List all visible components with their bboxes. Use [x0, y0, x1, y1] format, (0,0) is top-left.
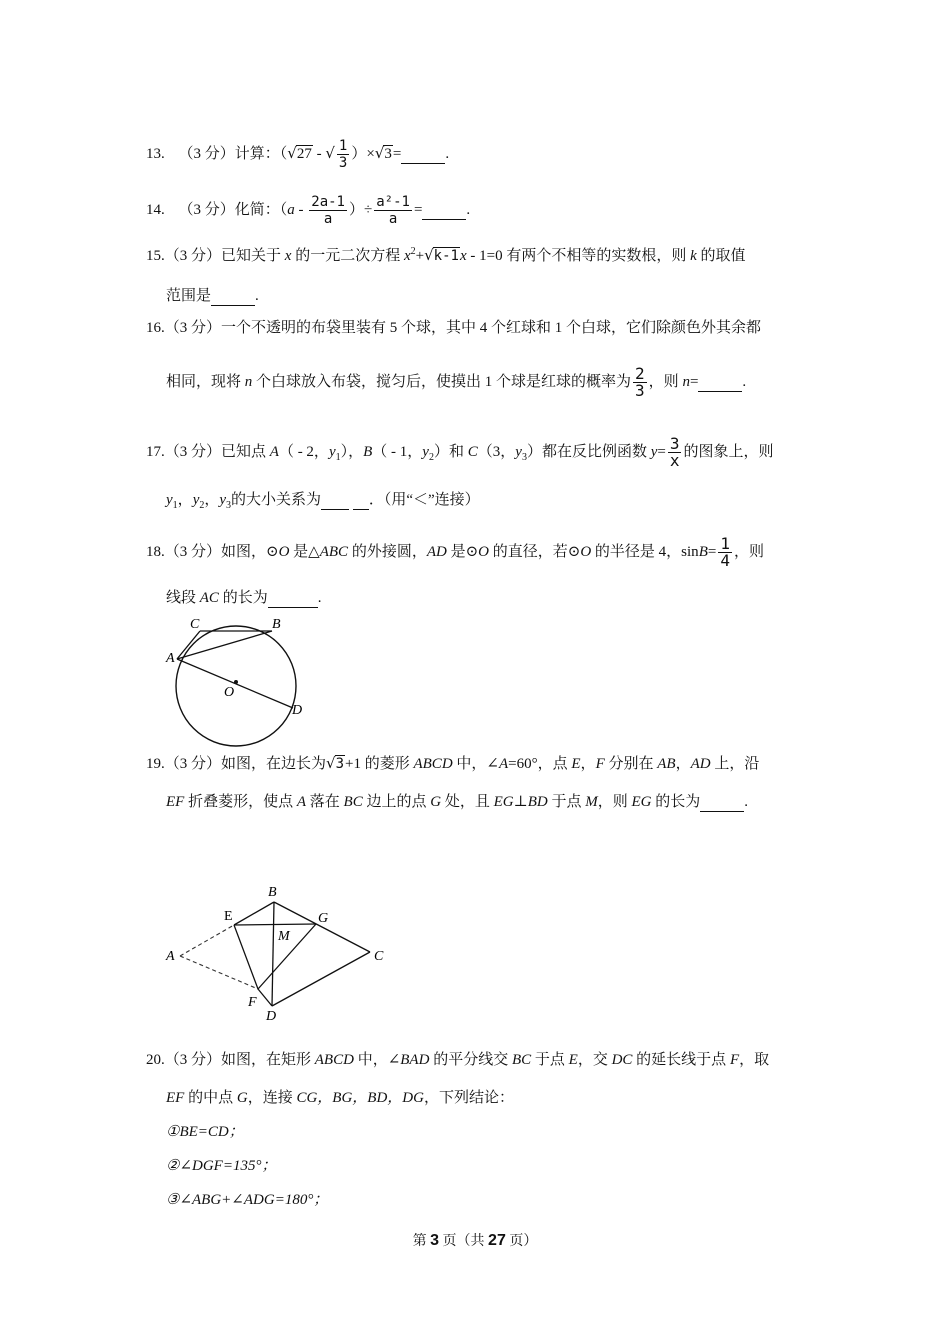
q17-text-d: （ - 1，: [372, 443, 423, 460]
answer-blank: [211, 288, 255, 306]
q15-line2: 范围是: [166, 288, 212, 304]
q17-s1b: 1: [172, 500, 178, 511]
q20-text-e: ，交: [577, 1052, 612, 1068]
answer-blank: [700, 794, 744, 812]
q20-F: F: [729, 1052, 740, 1068]
dashed-AF: [180, 956, 258, 989]
answer-blank-2: [353, 492, 369, 510]
q16-n: n: [244, 373, 253, 390]
q13-end: .: [445, 145, 450, 162]
label-O: O: [224, 685, 235, 700]
q18-AC: AC: [199, 590, 219, 606]
question-17: [146, 436, 774, 469]
label-B: B: [268, 885, 277, 900]
q19-EG: EG: [493, 794, 514, 810]
q15-k: k: [690, 248, 697, 264]
answer-blank: [401, 146, 445, 164]
question-13: [146, 138, 449, 171]
answer-blank: [321, 492, 349, 510]
q17-y1: y: [328, 443, 336, 460]
q18-circle-figure: [160, 612, 320, 742]
q14-f1-num: 2a-1: [311, 194, 345, 210]
q17-C: C: [467, 443, 478, 460]
question-18: [146, 536, 764, 569]
label-C: C: [190, 617, 200, 632]
answer-blank: [422, 202, 466, 220]
q14-fraction-2: [374, 194, 412, 227]
label-A: A: [166, 949, 175, 964]
q17-comma: ，: [177, 492, 193, 508]
sqrt-symbol: √: [326, 754, 336, 772]
q18-O: O: [278, 543, 290, 560]
label-A: A: [166, 651, 175, 666]
sqrt-symbol: √: [325, 143, 335, 162]
question-19-line2: [166, 790, 748, 812]
q20-G: G: [236, 1090, 248, 1106]
q17-y: y: [650, 443, 658, 460]
q13-times: ）×: [351, 145, 375, 162]
q18-text-f: 的半径是 4，sin: [591, 543, 699, 560]
q19-rhombus-figure: [160, 882, 400, 1022]
q19-text-h: 落在: [306, 794, 344, 810]
q14-fraction-1: [309, 194, 347, 227]
question-15: [146, 244, 746, 265]
q19-sep: ，: [580, 756, 596, 772]
total-pages: 27: [488, 1232, 506, 1249]
q19-text-f: 上，沿: [710, 756, 760, 772]
q19-perp: ⊥: [513, 794, 528, 810]
q13-frac-num: 1: [338, 138, 348, 154]
q20-ABCD: ABCD: [314, 1052, 354, 1068]
q15-sup: 2: [410, 246, 416, 257]
question-16: [146, 316, 761, 337]
q20-conclusion-3: ③∠ABG+∠ADG=180°；: [166, 1192, 329, 1208]
q15-x3: x: [459, 248, 467, 264]
q17-text-g: ）都在反比例函数: [526, 443, 651, 460]
edge-BC: [274, 902, 370, 952]
q16-end: .: [742, 373, 747, 390]
q17-frac-num: 3: [669, 434, 680, 453]
q13-frac-den: 3: [338, 155, 348, 171]
chord-AC: [177, 631, 200, 659]
q17-text-a: 17.（3 分）已知点: [146, 443, 270, 460]
q18-text-e: 的直径，若⊙: [489, 543, 581, 560]
q15-end: .: [255, 288, 259, 304]
q16-fraction: [633, 366, 647, 399]
q17-text-h: 的图象上，则: [683, 443, 774, 460]
q16-text-c: ，则: [648, 373, 683, 390]
q13-number: 13.: [146, 145, 165, 162]
label-G: G: [318, 911, 329, 926]
q19-text-a: 19.（3 分）如图，在边长为: [146, 756, 327, 772]
q16-line1: 16.（3 分）一个不透明的布袋里装有 5 个球，其中 4 个红球和 1 个白球，它们除颜色外其余都: [146, 320, 762, 336]
q17-y3: y: [515, 443, 522, 460]
q18-text-h: ，则: [733, 543, 764, 560]
q20-text-h: 的中点: [184, 1090, 237, 1106]
q17-s1: 1: [335, 451, 341, 463]
label-B: B: [272, 617, 281, 632]
segment-EG: [234, 924, 316, 925]
q19-G: G: [430, 794, 442, 810]
q19-A2: A: [296, 794, 307, 810]
q17-text-line2: 的大小关系为: [231, 492, 322, 508]
label-E: E: [224, 909, 233, 924]
question-16-line2: [166, 366, 746, 399]
q15-radicand: k-1: [433, 248, 459, 264]
q15-text-b: 的一元二次方程: [291, 248, 404, 264]
q14-var-a: a: [287, 201, 295, 218]
label-D: D: [266, 1009, 277, 1024]
footer-pre: 第: [412, 1234, 431, 1249]
edge-CD: [272, 952, 370, 1006]
q13-text: （3 分）计算：（: [178, 145, 288, 162]
edge-EB: [234, 902, 274, 925]
q16-text-a: 相同，现将: [166, 373, 245, 390]
q15-x: x: [284, 248, 292, 264]
q14-eq: =: [413, 201, 423, 218]
q18-frac-num: 1: [720, 534, 730, 553]
q17-y1b: y: [166, 492, 173, 508]
q20-E: E: [568, 1052, 578, 1068]
q17-y3b: y: [219, 492, 227, 508]
q15-text-d: 的取值: [696, 248, 746, 264]
q14-div: ）÷: [348, 201, 373, 218]
q16-eq: =: [689, 373, 699, 390]
dashed-AE: [180, 925, 234, 956]
q19-text-j: 处，且: [441, 794, 494, 810]
label-D: D: [292, 703, 303, 718]
q19-ABCD: ABCD: [413, 756, 453, 772]
q17-text-e: ）和: [433, 443, 468, 460]
q17-s2: 2: [428, 451, 434, 463]
q18-text-d: 是⊙: [446, 543, 479, 560]
answer-blank: [698, 374, 742, 392]
diagonal-BD: [272, 902, 274, 1006]
q18-B: B: [698, 543, 708, 560]
q15-text-c: - 1=0 有两个不相等的实数根，则: [466, 248, 691, 264]
label-M: M: [278, 929, 290, 944]
q20-text-a: 20.（3 分）如图，在矩形: [146, 1052, 315, 1068]
q18-AD: AD: [426, 543, 447, 560]
q19-EG2: EG: [631, 794, 652, 810]
q14-f1-den: a: [323, 211, 333, 227]
q14-f2-den: a: [388, 211, 398, 227]
q20-text-c: 的平分线交: [429, 1052, 512, 1068]
q14-minus: -: [294, 201, 308, 218]
q20-DC: DC: [611, 1052, 633, 1068]
answer-blank: [268, 590, 318, 608]
q20-BC: BC: [511, 1052, 532, 1068]
q19-sep2: ，: [675, 756, 691, 772]
question-19: [146, 752, 759, 773]
q20-text-g: ，取: [739, 1052, 770, 1068]
page-number: 3: [430, 1232, 440, 1249]
q18-ABC: ABC: [319, 543, 349, 560]
q20-text-b: 中，∠: [353, 1052, 401, 1068]
q19-F: F: [595, 756, 605, 772]
q17-hint: ．（用“＜”连接）: [368, 492, 480, 508]
q18-text-b: 是△: [289, 543, 320, 560]
q17-y2b: y: [192, 492, 200, 508]
q17-s2b: 2: [199, 500, 205, 511]
question-18-line2: [166, 586, 321, 608]
question-15-line2: [166, 284, 259, 306]
q20-text-j: ，下列结论：: [423, 1090, 514, 1106]
q18-text-line2a: 线段: [166, 590, 200, 606]
footer-mid: 页（共: [439, 1234, 489, 1249]
q17-eq: =: [657, 443, 666, 460]
q14-text: （3 分）化简：（: [178, 201, 288, 218]
q20-text-f: 的延长线于点: [632, 1052, 730, 1068]
q18-text-line2b: 的长为: [218, 590, 268, 606]
question-20-line2: [166, 1086, 514, 1107]
circle-O: [176, 626, 296, 746]
q19-BC: BC: [343, 794, 363, 810]
q15-plus: +: [415, 248, 425, 264]
page-footer: [0, 1230, 950, 1250]
center-point: [234, 680, 238, 684]
q20-conclusion-2: ②∠DGF=135°；: [166, 1158, 277, 1174]
q13-radicand-3: 3: [384, 145, 392, 162]
q17-s3b: 3: [226, 500, 232, 511]
q19-text-k: 于点: [547, 794, 586, 810]
q19-E: E: [571, 756, 581, 772]
q15-text-a: 15.（3 分）已知关于: [146, 248, 285, 264]
q20-EF: EF: [166, 1090, 185, 1106]
question-14: [146, 194, 470, 227]
q16-n2: n: [682, 373, 690, 390]
q17-A: A: [269, 443, 279, 460]
q18-O3: O: [580, 543, 592, 560]
q13-eq: =: [392, 145, 402, 162]
q19-text-d: =60°，点: [508, 756, 572, 772]
question-17-line2: [166, 488, 480, 511]
label-F: F: [248, 995, 257, 1010]
q20-conclusion-1: ①BE=CD；: [166, 1124, 244, 1140]
q20-text-i: ，连接: [247, 1090, 297, 1106]
q13-fraction: [337, 138, 349, 171]
q18-text-c: 的外接圆，: [348, 543, 427, 560]
q17-text-c: ），: [340, 443, 364, 460]
sqrt-symbol: √: [374, 143, 385, 162]
q19-text-l: ，则: [597, 794, 632, 810]
fold-EF: [234, 925, 258, 989]
q14-f2-num: a²-1: [376, 194, 410, 210]
q17-text-b: （ - 2，: [278, 443, 329, 460]
q17-text-f: （3，: [477, 443, 516, 460]
q17-comma2: ，: [204, 492, 220, 508]
q18-eq: =: [707, 543, 717, 560]
footer-post: 页）: [505, 1234, 538, 1249]
sqrt-symbol: √: [287, 143, 297, 162]
label-C: C: [374, 949, 384, 964]
q16-frac-num: 2: [635, 364, 645, 383]
q18-O2: O: [478, 543, 489, 560]
q18-text-a: 18.（3 分）如图，⊙: [146, 543, 279, 560]
q20-list: CG，BG，BD，DG: [296, 1090, 424, 1106]
q20-BAD: BAD: [400, 1052, 430, 1068]
q13-radicand-27: 27: [296, 145, 312, 162]
q19-text-b: +1 的菱形: [345, 756, 414, 772]
q19-AD: AD: [690, 756, 711, 772]
q17-y2: y: [422, 443, 429, 460]
q19-AB: AB: [657, 756, 676, 772]
q19-text-m: 的长为: [651, 794, 701, 810]
q16-frac-den: 3: [635, 381, 645, 400]
q17-frac-den: x: [669, 451, 680, 470]
q19-text-c: 中，∠: [452, 756, 499, 772]
q18-frac-den: 4: [720, 551, 730, 570]
edge-FD: [258, 989, 272, 1006]
q20-text-d: 于点: [531, 1052, 569, 1068]
q17-fraction: [668, 436, 682, 469]
q18-fraction: [718, 536, 732, 569]
q17-B: B: [363, 443, 373, 460]
q19-A: A: [498, 756, 509, 772]
sqrt-symbol: √: [424, 246, 434, 264]
question-20: [146, 1048, 769, 1069]
q19-text-g: 折叠菱形，使点: [184, 794, 297, 810]
q15-x2: x: [403, 248, 411, 264]
q19-M: M: [585, 794, 598, 810]
q19-text-i: 边上的点: [362, 794, 431, 810]
q13-minus: -: [312, 145, 326, 162]
q14-end: .: [466, 201, 471, 218]
q18-end: .: [317, 590, 322, 606]
q19-EF: EF: [166, 794, 185, 810]
q16-text-b: 个白球放入布袋，搅匀后，使摸出 1 个球是红球的概率为: [252, 373, 632, 390]
q19-radicand: 3: [335, 756, 345, 772]
q19-text-e: 分别在: [604, 756, 658, 772]
q17-s3: 3: [521, 451, 527, 463]
q19-end: .: [744, 794, 748, 810]
q14-number: 14.: [146, 201, 165, 218]
q19-BD: BD: [527, 794, 548, 810]
